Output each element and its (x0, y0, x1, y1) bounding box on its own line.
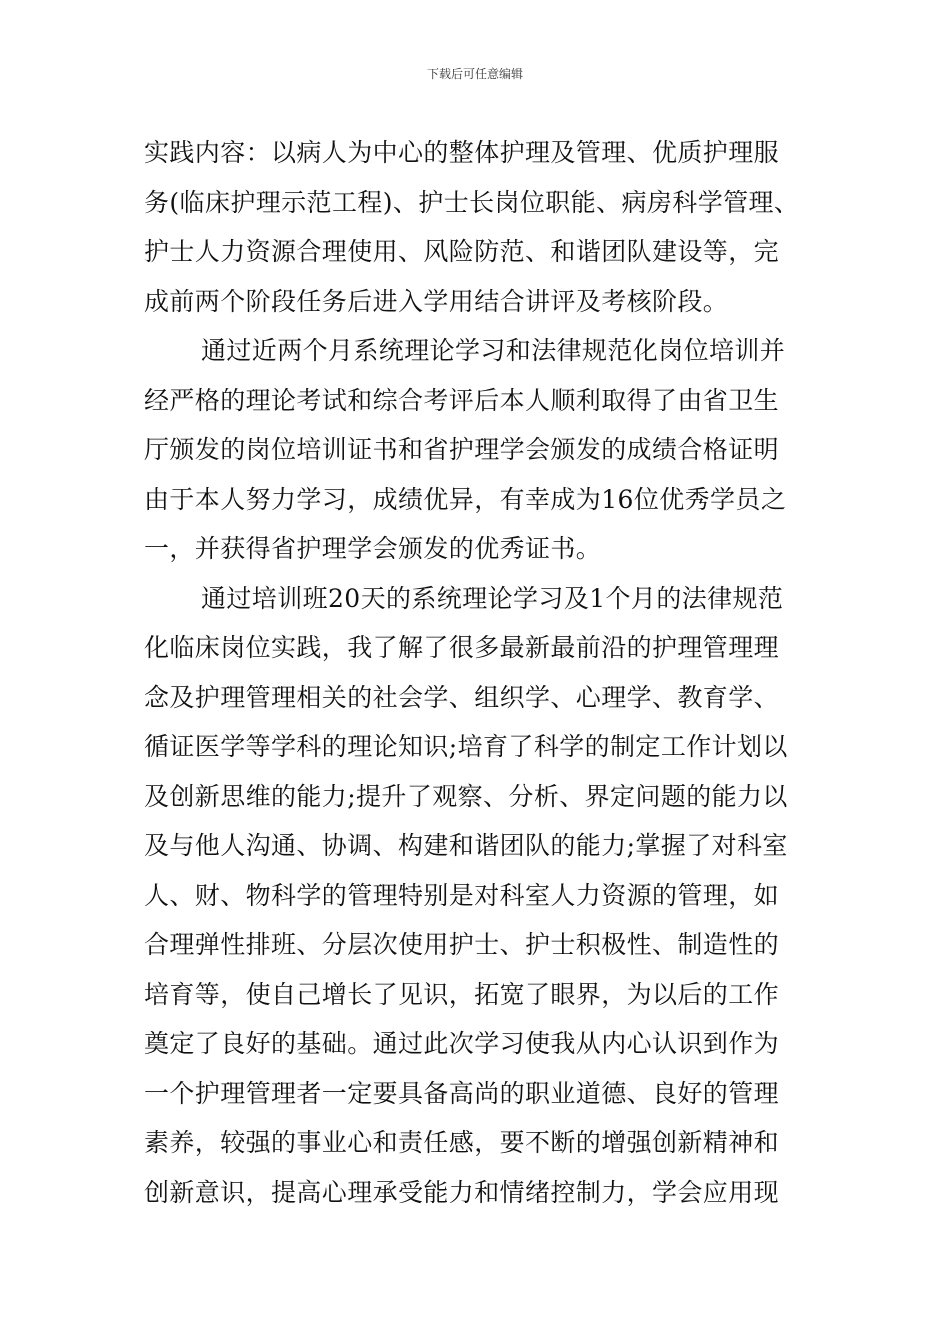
paragraph-2 (144, 326, 810, 574)
text-line: 培育等，使自己增长了见识，拓宽了眼界，为以后的工作 (144, 979, 780, 1009)
text-line: 及创新思维的能力;提升了观察、分析、界定问题的能力以 (144, 781, 788, 811)
text-line: 实践内容：以病人为中心的整体护理及管理、优质护理服 (144, 138, 780, 167)
document-body (144, 128, 810, 1217)
text-line: 一个护理管理者一定要具备高尚的职业道德、良好的管理 (144, 1078, 780, 1108)
text-line: 护士人力资源合理使用、风险防范、和谐团队建设等，完 (144, 237, 780, 266)
text-line: 念及护理管理相关的社会学、组织学、心理学、教育学、 (144, 682, 780, 712)
text-line: 一，并获得省护理学会颁发的优秀证书。 (144, 534, 602, 563)
text-line: 循证医学等学科的理论知识;培育了科学的制定工作计划以 (144, 732, 788, 761)
text-line: 厅颁发的岗位培训证书和省护理学会颁发的成绩合格证明 (144, 435, 780, 464)
text-line: 由于本人努力学习，成绩优异，有幸成为16位优秀学员之 (144, 484, 787, 514)
text-line: 务(临床护理示范工程)、护士长岗位职能、病房科学管理、 (144, 187, 800, 217)
paragraph-1 (144, 128, 810, 326)
text-line: 化临床岗位实践，我了解了很多最新最前沿的护理管理理 (144, 633, 780, 662)
text-line: 通过近两个月系统理论学习和法律规范化岗位培训并 (201, 336, 786, 365)
text-line: 经严格的理论考试和综合考评后本人顺利取得了由省卫生 (144, 385, 780, 415)
text-line: 素养，较强的事业心和责任感，要不断的增强创新精神和 (144, 1128, 780, 1157)
text-line: 合理弹性排班、分层次使用护士、护士积极性、制造性的 (144, 930, 780, 959)
text-line: 及与他人沟通、协调、构建和谐团队的能力;掌握了对科室 (144, 831, 788, 860)
paragraph-3 (144, 574, 810, 1218)
text-line: 人、财、物科学的管理特别是对科室人力资源的管理，如 (144, 880, 780, 910)
text-line: 奠定了良好的基础。通过此次学习使我从内心认识到作为 (144, 1029, 780, 1058)
text-line: 通过培训班20天的系统理论学习及1个月的法律规范 (201, 583, 784, 613)
page-header: 下载后可任意编辑 (426, 67, 523, 81)
text-line: 创新意识，提高心理承受能力和情绪控制力，学会应用现 (144, 1177, 780, 1207)
text-line: 成前两个阶段任务后进入学用结合讲评及考核阶段。 (144, 286, 729, 316)
